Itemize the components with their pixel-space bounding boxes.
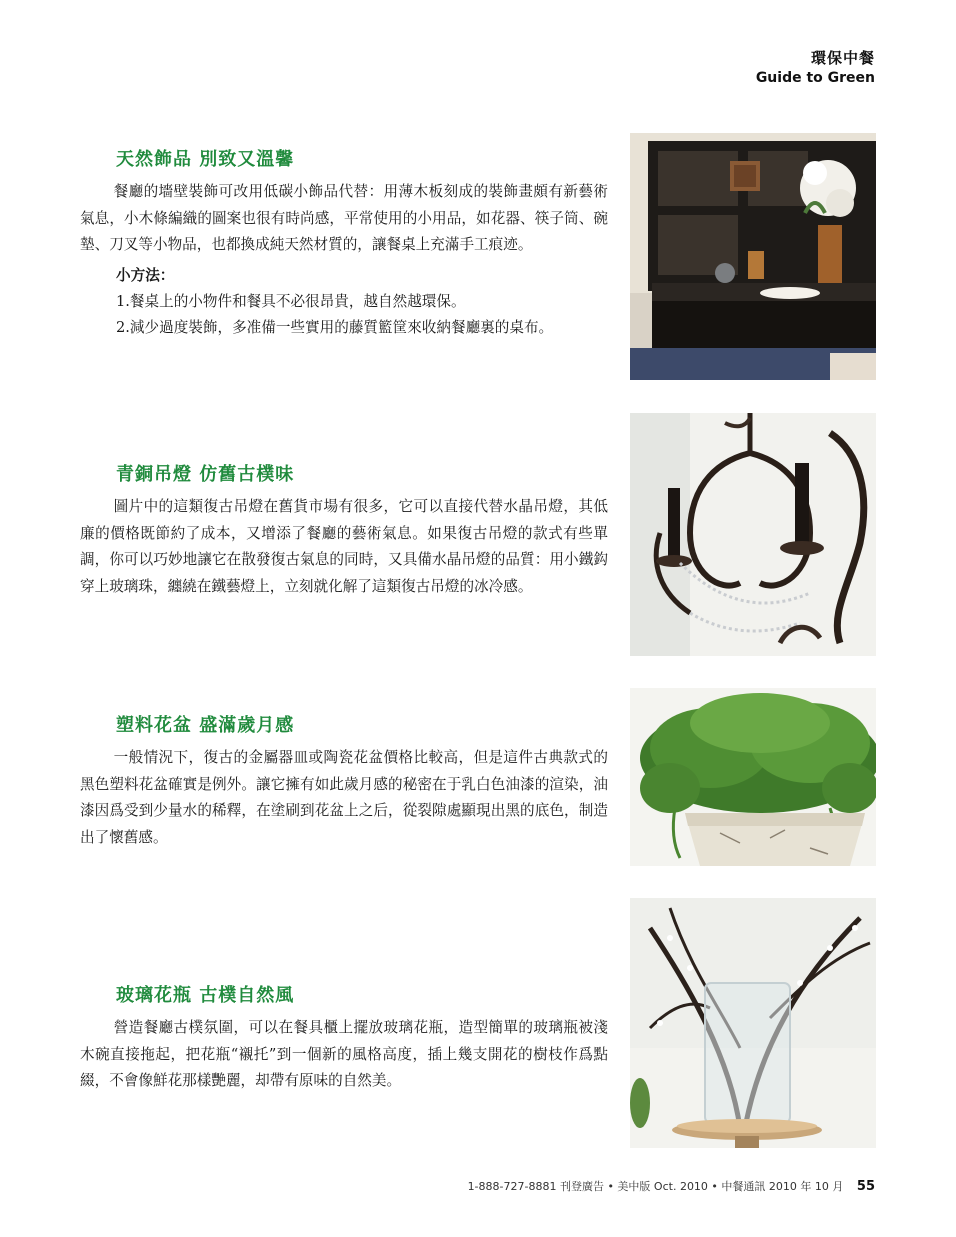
section-heading: 青銅吊燈 仿舊古樸味 [116,464,295,485]
page-footer [468,1178,875,1194]
page-number: 55 [856,1179,875,1194]
tip-item: 2.減少過度裝飾，多准備一些實用的藤質籃筐來收納餐廳裏的桌布。 [116,318,554,336]
section-natural-decor [80,147,608,341]
section-glass-vase [80,983,608,1095]
section-body: 餐廳的墻壁裝飾可改用低碳小飾品代替：用薄木板刻成的裝飾畫頗有新藝術氣息，小木條編織的圖案也很有時尚感，平常使用的小用品，如花器、筷子筒、碗墊、刀叉等小物品，也都換成純天然材質的，讓餐桌上充滿手工痕迹。 [80,183,608,253]
section-body: 營造餐廳古樸氛圍，可以在餐具櫃上擺放玻璃花瓶，造型簡單的玻璃瓶被淺木碗直接拖起，把花瓶“襯托”到一個新的風格高度，插上幾支開花的樹枝作爲點綴，不會像鮮花那樣艷麗，却帶有原味的自然美。 [80,1019,608,1089]
photo-dining-table [630,133,876,380]
tip-item: 1.餐桌上的小物件和餐具不必很昂貴，越自然越環保。 [116,292,466,310]
section-bronze-chandelier [80,462,608,600]
photo-plant-pot [630,688,876,866]
header-title-cn: 環保中餐 [810,49,875,67]
section-heading: 塑料花盆 盛滿歲月感 [116,715,295,736]
footer-text: 1-888-727-8881 刊登廣告 • 美中版 Oct. 2010 • 中餐通訊 2010 年 10 月 [467,1180,844,1193]
photo-chandelier [630,413,876,656]
photo-glass-vase [630,898,876,1148]
page-header [756,48,875,88]
section-heading: 天然飾品 別致又溫馨 [116,149,295,170]
section-plastic-pot [80,713,608,851]
section-body: 一般情況下，復古的金屬器皿或陶瓷花盆價格比較高，但是這件古典款式的黑色塑料花盆確實是例外。讓它擁有如此歲月感的秘密在于乳白色油漆的渲染，油漆因爲受到少量水的稀釋，在塗刷到花盆上之后，從裂隙處顯現出黑的底色，制造出了懷舊感。 [80,749,608,846]
tips-title: 小方法： [116,266,175,284]
section-body: 圖片中的這類復古吊燈在舊貨市場有很多，它可以直接代替水晶吊燈，其低廉的價格既節約了成本，又增添了餐廳的藝術氣息。如果復古吊燈的款式有些單調，你可以巧妙地讓它在散發復古氣息的同時，又具備水晶吊燈的品質：用小鐵鈎穿上玻璃珠，纏繞在鐵藝燈上，立刻就化解了這類復古吊燈的冰冷感。 [80,498,608,595]
header-title-en: Guide to Green [755,70,875,86]
section-heading: 玻璃花瓶 古樸自然風 [116,985,295,1006]
